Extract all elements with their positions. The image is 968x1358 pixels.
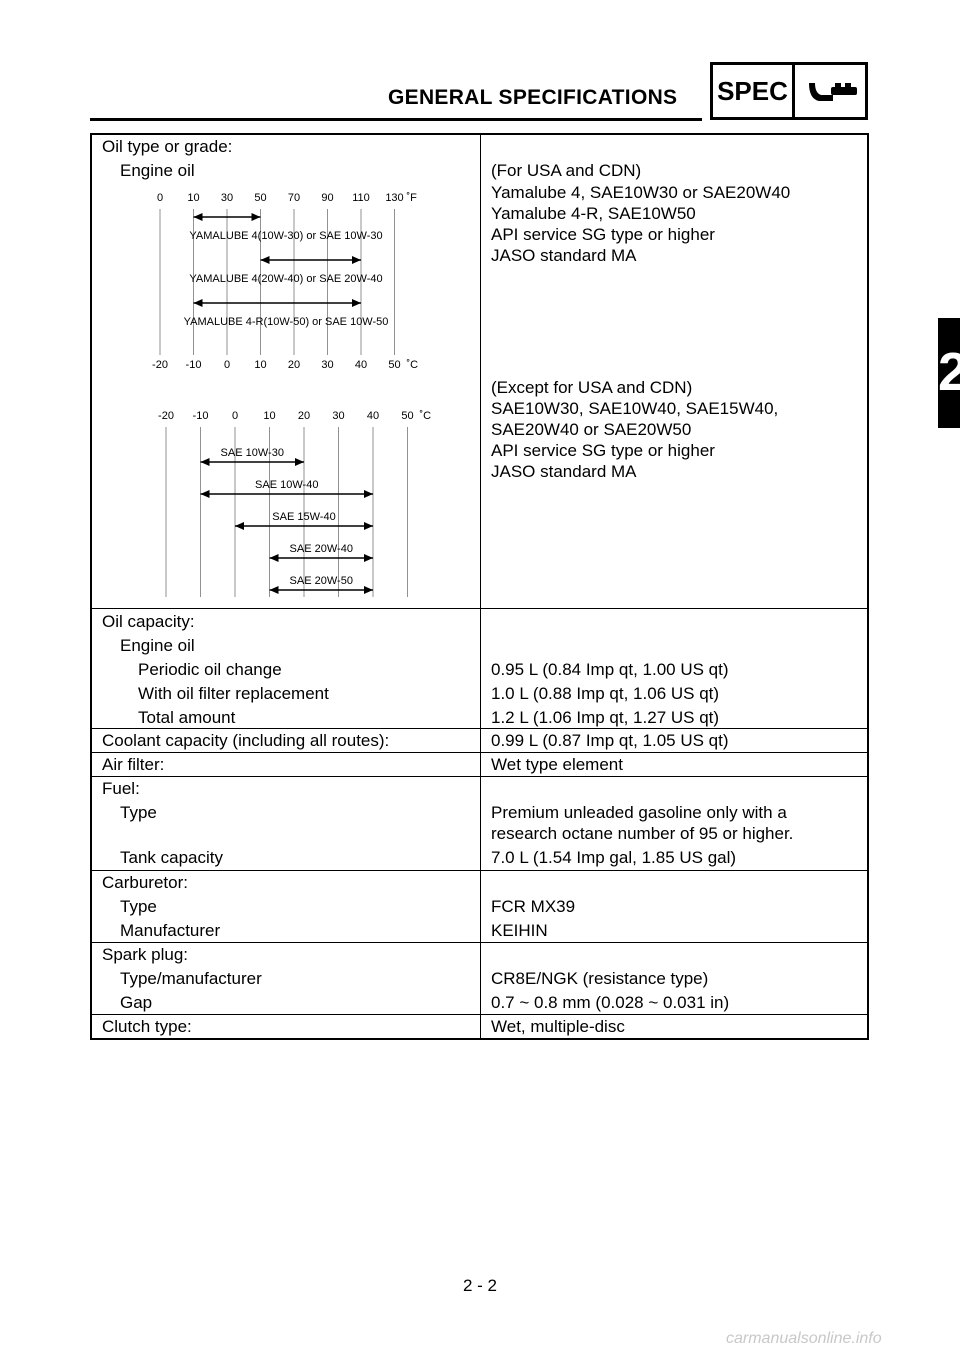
usa-line: API service SG type or higher — [491, 225, 715, 244]
top-tick-label: 0 — [231, 410, 239, 422]
range-label: SAE 15W-40 — [272, 511, 336, 523]
row-coolant — [92, 728, 867, 753]
coolant-label: Coolant capacity (including all routes): — [102, 731, 390, 750]
range-label: SAE 20W-40 — [289, 543, 353, 555]
oil-chart-other — [132, 397, 452, 601]
air-filter-value: Wet type element — [491, 755, 623, 774]
top-tick-label: 50 — [254, 192, 267, 204]
top-unit-label: ˚F — [406, 192, 417, 204]
range-arrowhead — [194, 213, 203, 221]
usa-line: Yamalube 4, SAE10W30 or SAE20W40 — [491, 183, 791, 202]
row-air-filter — [92, 752, 867, 777]
spark-plug-gap-label: Gap — [120, 993, 153, 1012]
top-tick-label: 70 — [287, 192, 301, 204]
range-arrowhead — [201, 490, 210, 498]
usa-line: JASO standard MA — [491, 246, 637, 265]
top-tick-label: 110 — [352, 192, 370, 204]
capacity-item-value: 0.95 L (0.84 Imp qt, 1.00 US qt) — [491, 660, 729, 679]
other-heading: (Except for USA and CDN) — [491, 378, 693, 397]
row-clutch — [92, 1014, 867, 1039]
row-fuel — [92, 776, 867, 871]
top-tick-label: 130 — [385, 192, 404, 204]
oil-grade-sublabel: Engine oil — [120, 161, 195, 180]
capacity-item-value: 1.2 L (1.06 Imp qt, 1.27 US qt) — [491, 708, 720, 727]
range-arrowhead — [352, 299, 361, 307]
range-label: SAE 20W-50 — [289, 575, 353, 587]
row-spark-plug — [92, 942, 867, 1015]
page-number: 2 - 2 — [462, 1276, 498, 1295]
fuel-tank-value: 7.0 L (1.54 Imp gal, 1.85 US gal) — [491, 848, 737, 867]
range-arrowhead — [194, 299, 203, 307]
chapter-tab: 2 — [938, 318, 960, 428]
top-tick-label: 30 — [220, 192, 234, 204]
bottom-unit-label: ˚C — [406, 359, 419, 371]
other-line: API service SG type or higher — [491, 441, 715, 460]
capacity-item-label: Total amount — [138, 708, 236, 727]
row-oil-grade — [92, 135, 867, 608]
top-tick-label: 90 — [321, 192, 334, 204]
site-watermark: carmanualsonline.info — [726, 1330, 882, 1347]
fuel-type-value: research octane number of 95 or higher. — [491, 824, 794, 843]
top-tick-label: 30 — [332, 410, 345, 422]
air-filter-label: Air filter: — [102, 755, 165, 774]
usa-heading: (For USA and CDN) — [491, 161, 642, 180]
range-arrowhead — [364, 522, 373, 530]
bottom-tick-label: 30 — [321, 359, 334, 371]
spec-label: SPEC — [713, 65, 795, 117]
bottom-tick-label: 20 — [287, 359, 301, 371]
spec-table — [90, 133, 869, 1040]
range-arrowhead — [364, 554, 373, 562]
range-label: YAMALUBE 4(10W-30) or SAE 10W-30 — [189, 230, 383, 242]
carburetor-mfr-label: Manufacturer — [120, 921, 221, 940]
range-label: SAE 10W-40 — [255, 479, 319, 491]
range-arrowhead — [270, 586, 279, 594]
fuel-tank-label: Tank capacity — [120, 848, 223, 867]
spark-plug-label: Spark plug: — [102, 945, 188, 964]
capacity-item-value: 1.0 L (0.88 Imp qt, 1.06 US qt) — [491, 684, 720, 703]
carburetor-type-label: Type — [120, 897, 157, 916]
range-label: YAMALUBE 4(20W-40) or SAE 20W-40 — [189, 273, 383, 285]
wrench-icon — [805, 77, 861, 107]
spark-plug-type-value: CR8E/NGK (resistance type) — [491, 969, 709, 988]
range-label: YAMALUBE 4-R(10W-50) or SAE 10W-50 — [183, 316, 389, 328]
range-arrowhead — [252, 213, 261, 221]
range-arrowhead — [364, 586, 373, 594]
top-tick-label: 40 — [366, 410, 380, 422]
range-label: SAE 10W-30 — [220, 447, 284, 459]
clutch-value: Wet, multiple-disc — [491, 1017, 625, 1036]
fuel-type-label: Type — [120, 803, 157, 822]
bottom-tick-label: -10 — [185, 359, 202, 371]
top-tick-label: 10 — [263, 410, 276, 422]
other-line: JASO standard MA — [491, 462, 637, 481]
range-arrowhead — [261, 256, 270, 264]
range-arrowhead — [364, 490, 373, 498]
bottom-tick-label: 0 — [223, 359, 231, 371]
top-unit-label: ˚C — [419, 410, 432, 422]
fuel-label: Fuel: — [102, 779, 140, 798]
capacity-item-label: Periodic oil change — [138, 660, 282, 679]
carburetor-mfr-value: KEIHIN — [491, 921, 548, 940]
range-arrowhead — [235, 522, 244, 530]
other-line: SAE20W40 or SAE20W50 — [491, 420, 692, 439]
oil-grade-label: Oil type or grade: — [102, 137, 233, 156]
oil-capacity-label: Oil capacity: — [102, 612, 195, 631]
bottom-tick-label: 10 — [254, 359, 267, 371]
spark-plug-gap-value: 0.7 ~ 0.8 mm (0.028 ~ 0.031 in) — [491, 993, 730, 1012]
oil-capacity-sublabel: Engine oil — [120, 636, 195, 655]
spark-plug-type-label: Type/manufacturer — [120, 969, 262, 988]
range-arrowhead — [201, 458, 210, 466]
oil-chart-usa — [132, 183, 452, 379]
top-tick-label: 20 — [297, 410, 311, 422]
top-tick-label: 10 — [187, 192, 200, 204]
range-arrowhead — [295, 458, 304, 466]
fuel-type-value: Premium unleaded gasoline only with a — [491, 803, 787, 822]
row-oil-capacity — [92, 608, 867, 729]
usa-line: Yamalube 4-R, SAE10W50 — [491, 204, 696, 223]
top-tick-label: 0 — [156, 192, 164, 204]
page-title: GENERAL SPECIFICATIONS — [388, 86, 678, 109]
clutch-label: Clutch type: — [102, 1017, 192, 1036]
range-arrowhead — [352, 256, 361, 264]
coolant-value: 0.99 L (0.87 Imp qt, 1.05 US qt) — [491, 731, 729, 750]
range-arrowhead — [270, 554, 279, 562]
carburetor-label: Carburetor: — [102, 873, 188, 892]
top-tick-label: -10 — [192, 410, 209, 422]
header-rule — [90, 118, 702, 121]
bottom-tick-label: 50 — [388, 359, 401, 371]
row-carburetor — [92, 870, 867, 943]
top-tick-label: -20 — [158, 410, 174, 422]
other-line: SAE10W30, SAE10W40, SAE15W40, — [491, 399, 779, 418]
spec-box — [710, 62, 868, 120]
bottom-tick-label: -20 — [152, 359, 168, 371]
capacity-item-label: With oil filter replacement — [138, 684, 329, 703]
top-tick-label: 50 — [401, 410, 414, 422]
bottom-tick-label: 40 — [354, 359, 368, 371]
carburetor-type-value: FCR MX39 — [491, 897, 576, 916]
